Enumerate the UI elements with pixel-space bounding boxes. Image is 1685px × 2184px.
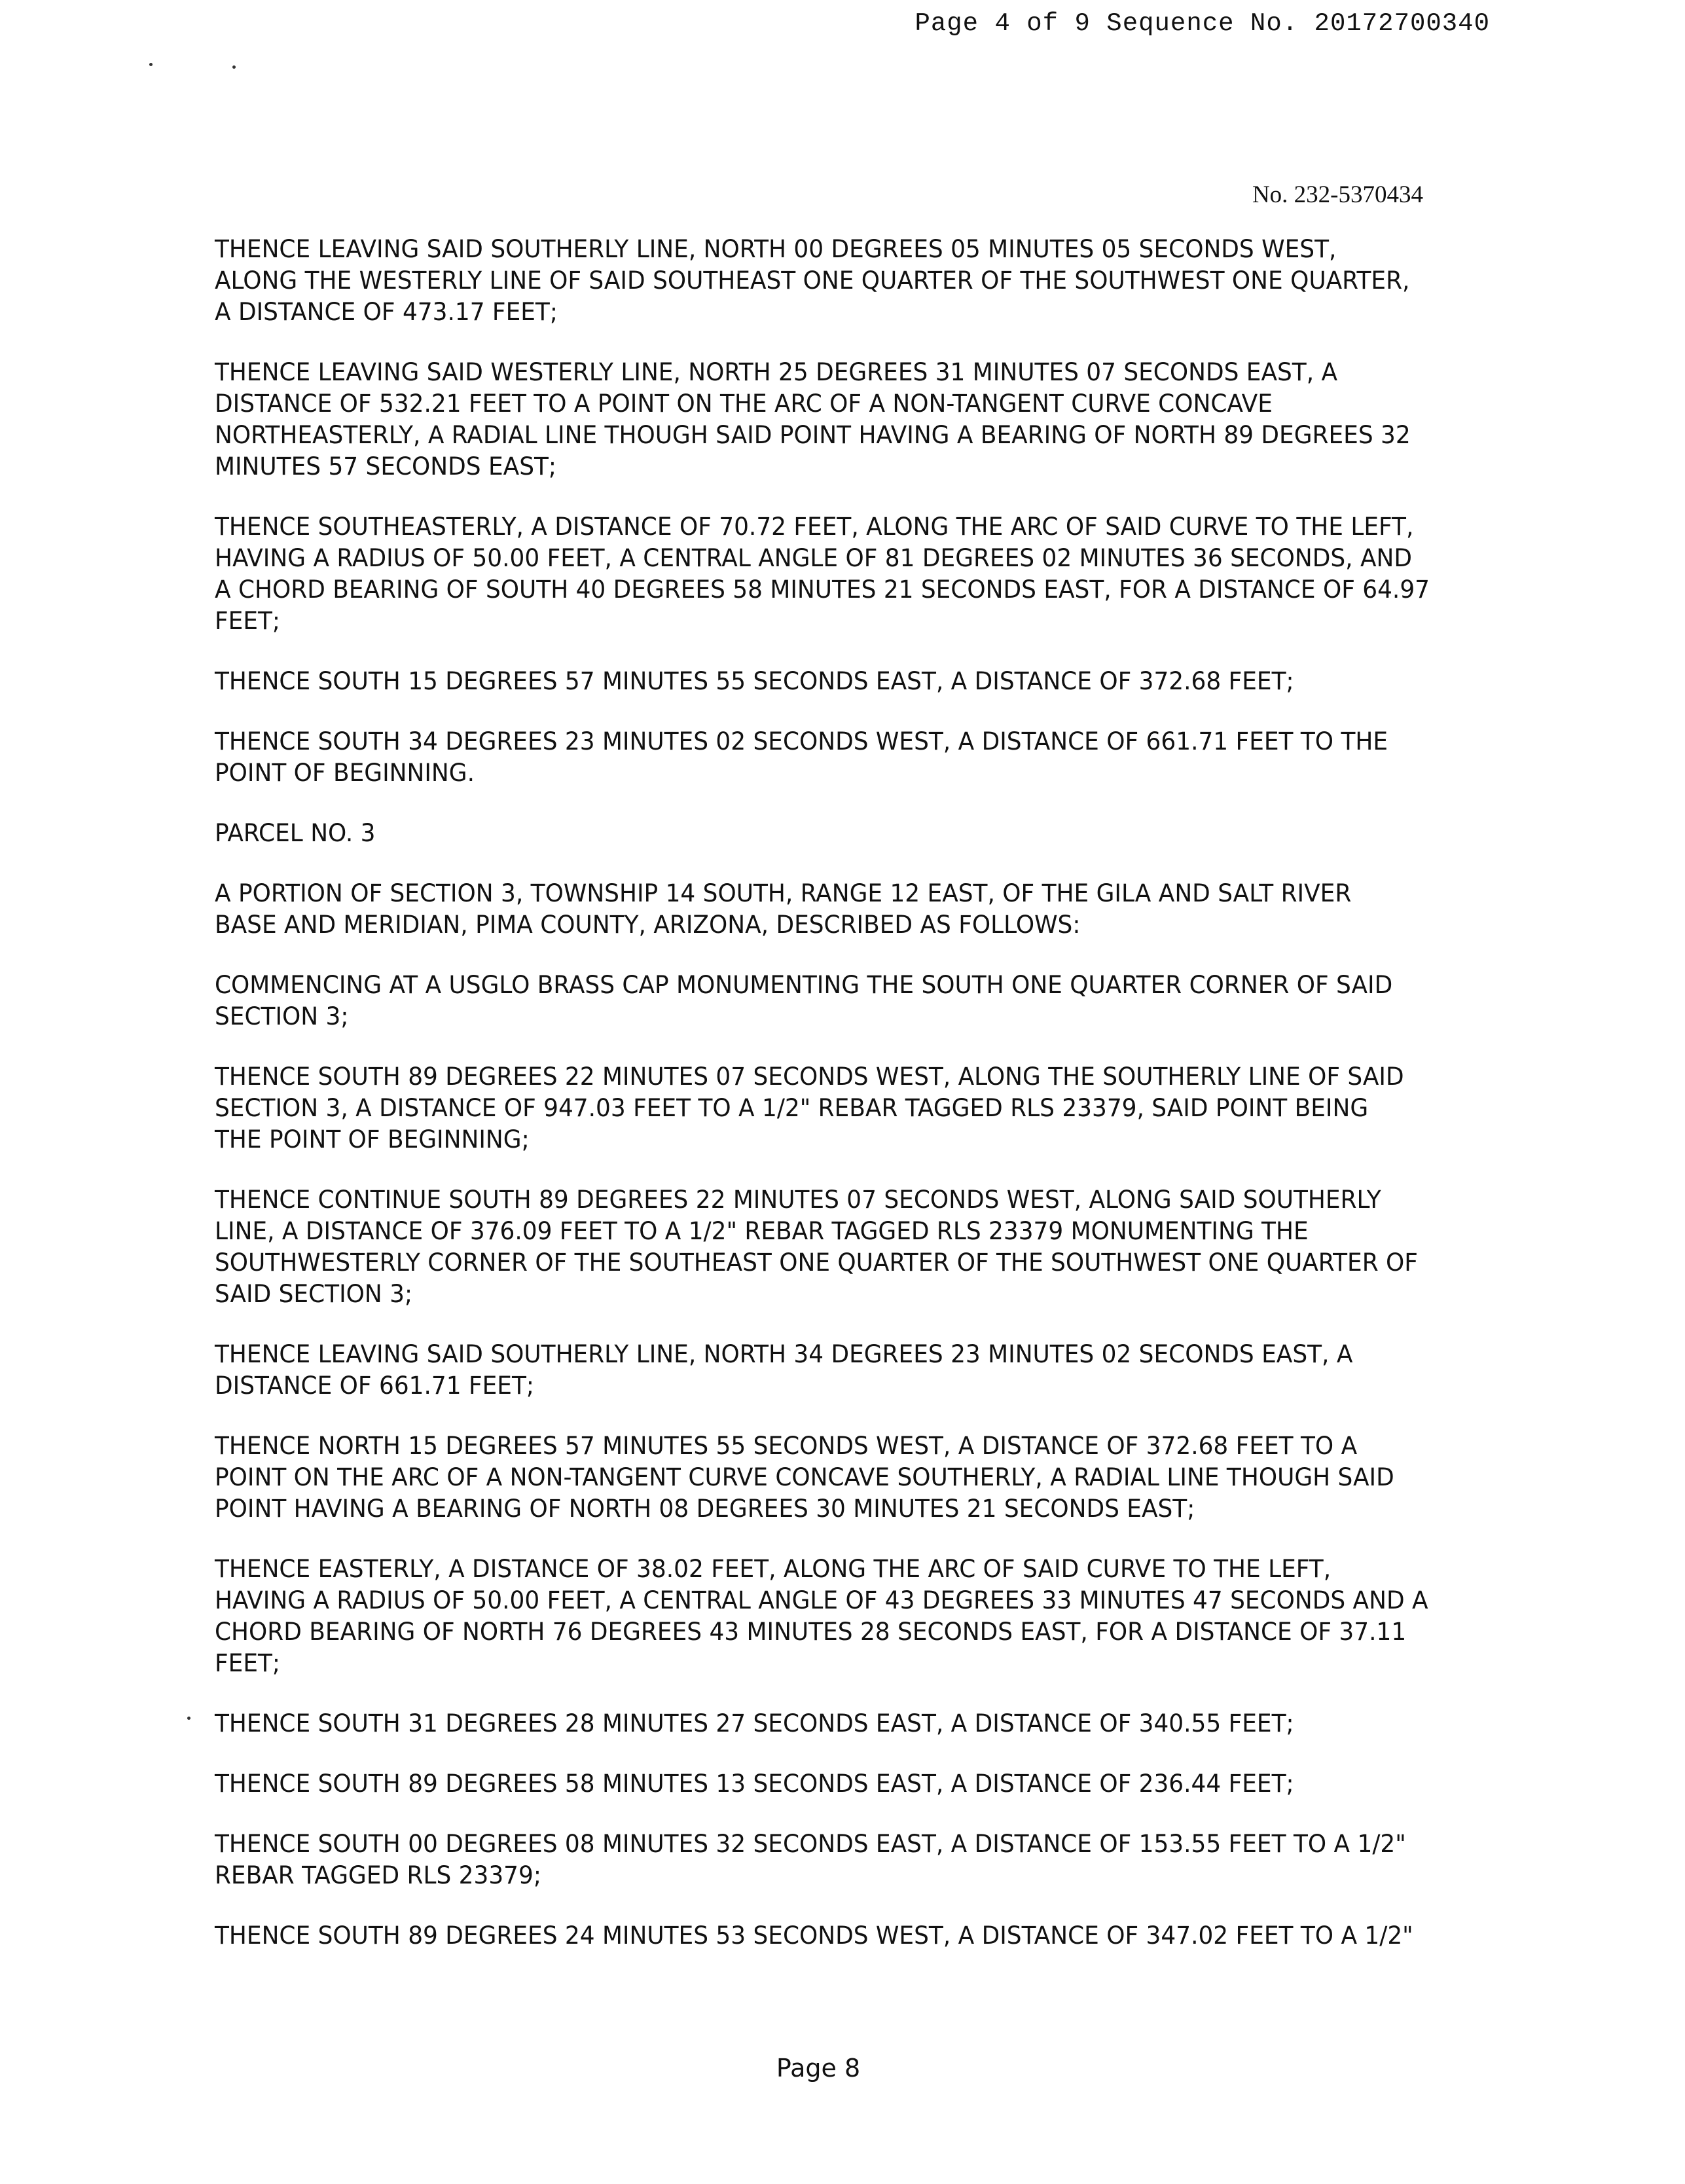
text-line: THENCE SOUTH 89 DEGREES 24 MINUTES 53 SECONDS WEST, A DISTANCE OF 347.02 FEET TO A 1/2" xyxy=(215,1921,1413,1950)
legal-paragraph xyxy=(215,1829,1434,1891)
legal-paragraph xyxy=(215,818,1434,849)
legal-paragraph xyxy=(215,1554,1434,1679)
text-line: NORTHEASTERLY, A RADIAL LINE THOUGH SAID POINT HAVING A BEARING OF NORTH 89 DEGREES 32 xyxy=(215,421,1411,449)
text-line: HAVING A RADIUS OF 50.00 FEET, A CENTRAL ANGLE OF 43 DEGREES 33 MINUTES 47 SECONDS AND A xyxy=(215,1586,1428,1614)
scan-speck xyxy=(187,1717,190,1720)
text-line: MINUTES 57 SECONDS EAST; xyxy=(215,452,557,481)
text-line: THENCE EASTERLY, A DISTANCE OF 38.02 FEET, ALONG THE ARC OF SAID CURVE TO THE LEFT, xyxy=(215,1555,1332,1583)
text-line: SECTION 3, A DISTANCE OF 947.03 FEET TO A 1/2" REBAR TAGGED RLS 23379, SAID POINT BEING xyxy=(215,1094,1369,1122)
text-line: THENCE SOUTH 15 DEGREES 57 MINUTES 55 SECONDS EAST, A DISTANCE OF 372.68 FEET; xyxy=(215,667,1294,695)
text-line: ALONG THE WESTERLY LINE OF SAID SOUTHEAST ONE QUARTER OF THE SOUTHWEST ONE QUARTER, xyxy=(215,266,1410,295)
text-line: FEET; xyxy=(215,1649,281,1677)
text-line: THENCE CONTINUE SOUTH 89 DEGREES 22 MINUTES 07 SECONDS WEST, ALONG SAID SOUTHERLY xyxy=(215,1186,1381,1214)
text-line: A CHORD BEARING OF SOUTH 40 DEGREES 58 MINUTES 21 SECONDS EAST, FOR A DISTANCE OF 64.97 xyxy=(215,575,1430,604)
text-line: FEET; xyxy=(215,607,281,635)
text-line: THENCE SOUTH 00 DEGREES 08 MINUTES 32 SECONDS EAST, A DISTANCE OF 153.55 FEET TO A 1/2" xyxy=(215,1830,1406,1858)
text-line: THENCE LEAVING SAID WESTERLY LINE, NORTH 25 DEGREES 31 MINUTES 07 SECONDS EAST, A xyxy=(215,358,1338,386)
legal-description xyxy=(215,234,1434,1980)
text-line: HAVING A RADIUS OF 50.00 FEET, A CENTRAL ANGLE OF 81 DEGREES 02 MINUTES 36 SECONDS, AND xyxy=(215,544,1412,572)
legal-paragraph xyxy=(215,1061,1434,1156)
scan-speck xyxy=(232,65,236,69)
page-number: Page 8 xyxy=(776,2054,861,2083)
text-line: SOUTHWESTERLY CORNER OF THE SOUTHEAST ONE QUARTER OF THE SOUTHWEST ONE QUARTER OF xyxy=(215,1248,1418,1277)
text-line: CHORD BEARING OF NORTH 76 DEGREES 43 MINUTES 28 SECONDS EAST, FOR A DISTANCE OF 37.11 xyxy=(215,1618,1407,1646)
text-line: THE POINT OF BEGINNING; xyxy=(215,1125,530,1154)
legal-paragraph xyxy=(215,1184,1434,1310)
legal-paragraph xyxy=(215,726,1434,789)
legal-paragraph xyxy=(215,234,1434,328)
legal-paragraph xyxy=(215,878,1434,941)
text-line: THENCE LEAVING SAID SOUTHERLY LINE, NORTH 34 DEGREES 23 MINUTES 02 SECONDS EAST, A xyxy=(215,1340,1353,1368)
legal-paragraph xyxy=(215,970,1434,1032)
text-line: SECTION 3; xyxy=(215,1002,349,1030)
text-line: THENCE SOUTH 31 DEGREES 28 MINUTES 27 SECONDS EAST, A DISTANCE OF 340.55 FEET; xyxy=(215,1709,1294,1738)
text-line: A PORTION OF SECTION 3, TOWNSHIP 14 SOUTH, RANGE 12 EAST, OF THE GILA AND SALT RIVER xyxy=(215,879,1352,907)
text-line: THENCE SOUTH 34 DEGREES 23 MINUTES 02 SECONDS WEST, A DISTANCE OF 661.71 FEET TO THE xyxy=(215,727,1388,755)
document-number: No. 232-5370434 xyxy=(1252,181,1423,208)
recording-stamp: Page 4 of 9 Sequence No. 20172700340 xyxy=(915,9,1490,38)
legal-paragraph xyxy=(215,1430,1434,1525)
text-line: THENCE NORTH 15 DEGREES 57 MINUTES 55 SECONDS WEST, A DISTANCE OF 372.68 FEET TO A xyxy=(215,1432,1358,1460)
text-line: POINT ON THE ARC OF A NON-TANGENT CURVE CONCAVE SOUTHERLY, A RADIAL LINE THOUGH SAID xyxy=(215,1463,1394,1491)
legal-paragraph xyxy=(215,1708,1434,1739)
text-line: THENCE SOUTH 89 DEGREES 58 MINUTES 13 SECONDS EAST, A DISTANCE OF 236.44 FEET; xyxy=(215,1770,1294,1798)
scan-speck xyxy=(149,63,153,66)
legal-paragraph xyxy=(215,1768,1434,1800)
text-line: REBAR TAGGED RLS 23379; xyxy=(215,1861,541,1889)
text-line: THENCE SOUTHEASTERLY, A DISTANCE OF 70.72 FEET, ALONG THE ARC OF SAID CURVE TO THE LEFT, xyxy=(215,513,1414,541)
text-line: THENCE LEAVING SAID SOUTHERLY LINE, NORTH 00 DEGREES 05 MINUTES 05 SECONDS WEST, xyxy=(215,235,1337,263)
text-line: SAID SECTION 3; xyxy=(215,1280,413,1308)
text-line: BASE AND MERIDIAN, PIMA COUNTY, ARIZONA, DESCRIBED AS FOLLOWS: xyxy=(215,911,1081,939)
text-line: PARCEL NO. 3 xyxy=(215,819,376,847)
text-line: POINT OF BEGINNING. xyxy=(215,759,475,787)
text-line: DISTANCE OF 532.21 FEET TO A POINT ON THE ARC OF A NON-TANGENT CURVE CONCAVE xyxy=(215,390,1273,418)
text-line: COMMENCING AT A USGLO BRASS CAP MONUMENTING THE SOUTH ONE QUARTER CORNER OF SAID xyxy=(215,971,1393,999)
legal-paragraph xyxy=(215,666,1434,697)
legal-paragraph xyxy=(215,1339,1434,1402)
text-line: A DISTANCE OF 473.17 FEET; xyxy=(215,298,558,326)
legal-paragraph xyxy=(215,357,1434,482)
text-line: DISTANCE OF 661.71 FEET; xyxy=(215,1372,534,1400)
legal-paragraph xyxy=(215,511,1434,637)
legal-paragraph xyxy=(215,1920,1434,1952)
text-line: THENCE SOUTH 89 DEGREES 22 MINUTES 07 SECONDS WEST, ALONG THE SOUTHERLY LINE OF SAID xyxy=(215,1063,1404,1091)
text-line: LINE, A DISTANCE OF 376.09 FEET TO A 1/2" REBAR TAGGED RLS 23379 MONUMENTING THE xyxy=(215,1217,1309,1245)
text-line: POINT HAVING A BEARING OF NORTH 08 DEGREES 30 MINUTES 21 SECONDS EAST; xyxy=(215,1495,1195,1523)
